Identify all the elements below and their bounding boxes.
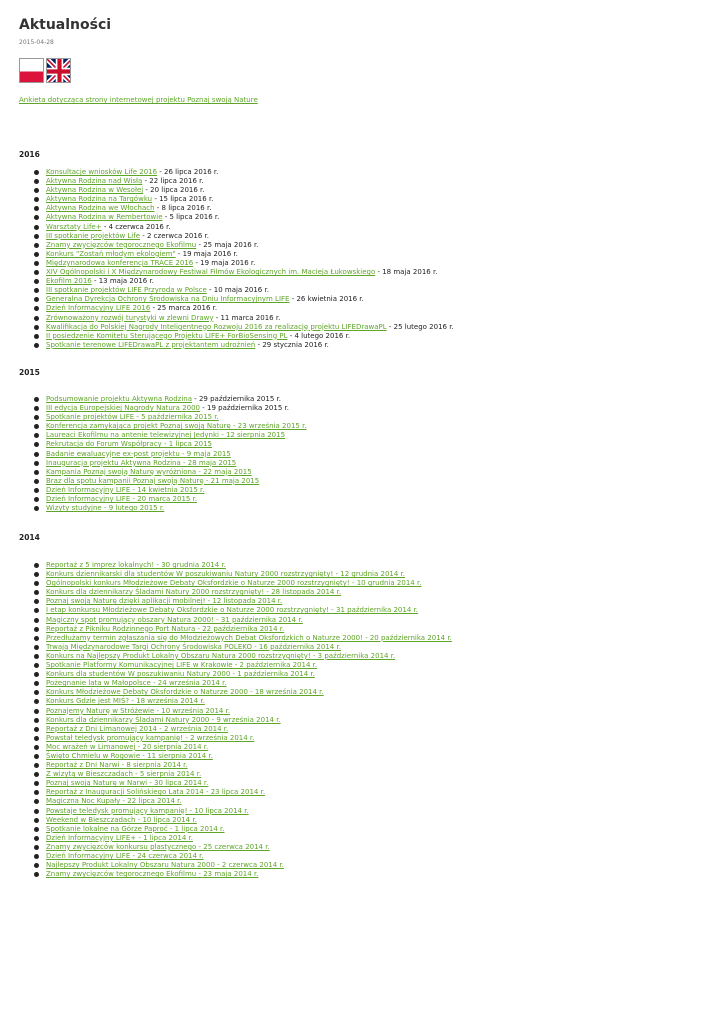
news-item (19, 643, 452, 652)
year-heading-2014: 2014 (19, 533, 40, 542)
news-date: - 15 lipca 2016 r. (152, 195, 214, 204)
news-item (19, 268, 454, 277)
news-date: - 25 marca 2016 r. (150, 304, 218, 313)
news-link[interactable]: Konkurs dziennikarski dla studentów W poszukiwaniu Natury 2000 rozstrzygnięty! - 12 grudnia 2014 r. (46, 570, 406, 579)
news-link[interactable]: Pożegnanie lata w Małopolsce - 24 września 2014 r. (46, 679, 227, 688)
news-link[interactable]: Kampania Poznaj swoją Naturę wyróżniona - 22 maja 2015 (46, 467, 252, 476)
news-item (19, 661, 452, 670)
news-item (19, 625, 452, 634)
news-item (19, 395, 307, 404)
news-item (19, 468, 307, 477)
news-item (19, 788, 452, 797)
news-date: - 8 lipca 2016 r. (154, 204, 212, 213)
survey-link[interactable]: Ankieta dotycząca strony internetowej projektu Poznaj swoją Nature (19, 96, 258, 104)
news-item (19, 843, 452, 852)
news-item (19, 825, 452, 834)
news-item (19, 570, 452, 579)
news-link[interactable]: Aktywna Rodzina w Rembertowie (46, 213, 163, 222)
news-item (19, 314, 454, 323)
news-link[interactable]: Konkurs dla studentów W poszukiwaniu Natury 2000 - 1 października 2014 r. (46, 670, 315, 679)
news-item (19, 304, 454, 313)
news-link[interactable]: Kwalifikacja do Polskiej Nagrody Inteligentnego Rozwoju 2016 za realizację projektu LIFEDrawaPL (46, 322, 387, 331)
news-item (19, 168, 454, 177)
news-link[interactable]: Spotkanie projektów LIFE - 5 października 2015 r. (46, 413, 219, 422)
news-item (19, 486, 307, 495)
news-item (19, 734, 452, 743)
news-item (19, 597, 452, 606)
news-date: - 25 maja 2016 r. (196, 240, 259, 249)
news-link[interactable]: Konsultacje wniosków Life 2016 (46, 168, 158, 176)
news-item (19, 679, 452, 688)
news-link[interactable]: Zrównoważony rozwój turystyki w zlewni Drawy (46, 313, 214, 322)
news-link[interactable]: III edycja Europejskiej Nagrody Natura 2000 (46, 404, 201, 413)
news-item (19, 816, 452, 825)
news-link[interactable]: Generalna Dyrekcja Ochrony Środowiska na Dniu Informacyjnym LIFE (46, 295, 290, 304)
news-item (19, 504, 307, 513)
poland-flag-icon[interactable] (19, 58, 44, 83)
news-link[interactable]: Spotkanie terenowe LIFEDrawaPL z projektantem udrożnień (46, 340, 256, 349)
news-item (19, 404, 307, 413)
news-item (19, 761, 452, 770)
news-item (19, 807, 452, 816)
news-link[interactable]: Magiczny spot promujący obszary Natura 2000! - 31 października 2014 r. (46, 615, 303, 624)
news-date: - 5 lipca 2016 r. (162, 213, 220, 222)
news-date: - 10 maja 2016 r. (206, 286, 269, 295)
news-date: - 2 czerwca 2016 r. (140, 231, 209, 240)
news-date: - 18 maja 2016 r. (375, 268, 438, 277)
news-item (19, 477, 307, 486)
news-item (19, 259, 454, 268)
news-item (19, 223, 454, 232)
news-link[interactable]: Aktywna Rodzina na Targówku (46, 195, 153, 204)
news-link[interactable]: Reportaż z Dni Limanowej 2014 - 2 września 2014 r. (46, 724, 229, 733)
news-item (19, 861, 452, 870)
news-list-2015 (19, 395, 307, 513)
news-item (19, 295, 454, 304)
news-link[interactable]: Międzynarodowa konferencja TRACE 2016 (46, 258, 194, 267)
news-item (19, 634, 452, 643)
news-item (19, 213, 454, 222)
news-item (19, 286, 454, 295)
uk-flag-icon[interactable] (46, 58, 71, 83)
news-link[interactable]: Dzień Informacyjny LIFE - 14 kwietnia 2015 r. (46, 485, 205, 494)
news-link[interactable]: Znamy zwycięzców konkursu plastycznego - 25 czerwca 2014 r. (46, 842, 270, 851)
news-link[interactable]: Aktywna Rodzina we Włochach (46, 204, 155, 213)
news-link[interactable]: Poznaj swoją Naturę dzięki aplikacji mobilnej! - 12 listopada 2014 r. (46, 597, 283, 606)
news-link[interactable]: Laureaci Ekofilmu na antenie telewizyjnej Jedynki - 12 sierpnia 2015 (46, 431, 286, 440)
news-date: - 13 maja 2016 r. (91, 277, 154, 286)
news-item (19, 652, 452, 661)
news-link[interactable]: Powstaje teledysk promujący kampanię! - 10 lipca 2014 r. (46, 806, 249, 815)
news-date: - 11 marca 2016 r. (213, 313, 281, 322)
news-item (19, 195, 454, 204)
news-item (19, 459, 307, 468)
news-link[interactable]: Warsztaty Life+ (46, 222, 102, 231)
news-link[interactable]: Ogólnopolski konkurs Młodzieżowe Debaty Oksfordzkie o Naturze 2000 rozstrzygnięty! - 10 grudnia 2014 r. (46, 579, 422, 588)
news-item (19, 697, 452, 706)
news-date: - 19 października 2015 r. (200, 404, 289, 413)
news-link[interactable]: Rekrutacja do Forum Współpracy - 1 lipca 2015 (46, 440, 212, 449)
news-date: - 26 kwietnia 2016 r. (289, 295, 364, 304)
news-link[interactable]: Ekofilm 2016 (46, 277, 92, 286)
news-item (19, 431, 307, 440)
news-date: - 26 lipca 2016 r. (157, 168, 219, 176)
news-link[interactable]: Konkurs dla dziennikarzy Śladami Natury 2000 rozstrzygnięty! - 28 listopada 2014 r. (46, 588, 342, 597)
year-heading-2015: 2015 (19, 368, 40, 377)
news-item (19, 870, 452, 879)
news-link[interactable]: Konkurs na Najlepszy Produkt Lokalny Obszaru Natura 2000 rozstrzygnięty! - 3 października 2014 r. (46, 651, 396, 660)
news-link[interactable]: Inauguracja projektu Aktywna Rodzina - 28 maja 2015 (46, 458, 237, 467)
news-item (19, 413, 307, 422)
news-link[interactable]: Konkurs dla dziennikarzy Śladami Natury 2000 - 9 września 2014 r. (46, 715, 281, 724)
news-link[interactable]: Znamy zwycięzców tegorocznego Ekofilmu (46, 240, 197, 249)
year-heading-2016: 2016 (19, 150, 40, 159)
news-item (19, 495, 307, 504)
news-link[interactable]: Poznaj swoją Naturę w Narwi - 30 lipca 2014 r. (46, 779, 209, 788)
news-link[interactable]: Powstał teledysk promujący kampanię! - 2 września 2014 r. (46, 733, 255, 742)
news-item (19, 341, 454, 350)
news-link[interactable]: I etap konkursu Młodzieżowe Debaty Oksfordzkie o Naturze 2000 rozstrzygnięty! - 31 października 2014 r. (46, 606, 418, 615)
news-list-2016 (19, 168, 454, 350)
news-item (19, 277, 454, 286)
news-item (19, 752, 452, 761)
news-date: - 4 czerwca 2016 r. (101, 222, 171, 231)
news-item (19, 779, 452, 788)
news-item (19, 797, 452, 806)
news-item (19, 743, 452, 752)
news-item (19, 834, 452, 843)
news-date: - 20 lipca 2016 r. (143, 186, 205, 195)
news-link[interactable]: Spotkanie Platformy Komunikacyjnej LIFE w Krakowie - 2 października 2014 r. (46, 661, 318, 670)
news-item (19, 616, 452, 625)
page-title: Aktualności (19, 17, 112, 33)
news-item (19, 670, 452, 679)
news-date: - 25 lutego 2016 r. (386, 322, 454, 331)
news-item (19, 716, 452, 725)
news-date: - 19 maja 2016 r. (175, 249, 238, 258)
news-item (19, 579, 452, 588)
news-item (19, 725, 452, 734)
news-link[interactable]: Święto Chmielu w Rogowie - 11 sierpnia 2014 r. (46, 751, 213, 760)
news-link[interactable]: Poznajemy Naturę w Stróżewie - 10 września 2014 r. (46, 706, 231, 715)
news-item (19, 241, 454, 250)
news-link[interactable]: Magiczna Noc Kupały - 22 lipca 2014 r. (46, 797, 182, 806)
news-link[interactable]: Z wizytą w Bieszczadach - 5 sierpnia 2014 r. (46, 770, 202, 779)
news-item (19, 332, 454, 341)
news-link[interactable]: Moc wrażeń w Limanowej - 20 sierpnia 2014 r. (46, 742, 209, 751)
news-date: - 29 stycznia 2016 r. (255, 340, 329, 349)
news-link[interactable]: Reportaż z Inauguracji Solińskiego Lata 2014 - 23 lipca 2014 r. (46, 788, 266, 797)
news-link[interactable]: Wizyty studyjne - 9 lutego 2015 r. (46, 504, 165, 513)
news-link[interactable]: Konkurs "Zostań młodym ekologiem" (46, 249, 176, 258)
news-link[interactable]: Reportaż z 5 imprez lokalnych! - 30 grudnia 2014 r. (46, 561, 226, 569)
survey-paragraph (19, 95, 258, 105)
news-link[interactable]: Najlepszy Produkt Lokalny Obszaru Natura 2000 - 2 czerwca 2014 r. (46, 861, 284, 870)
news-date: - 29 października 2015 r. (192, 395, 281, 403)
news-link[interactable]: Trwają Międzynarodowe Targi Ochrony Środowiska POLEKO - 16 października 2014 r. (46, 642, 341, 651)
news-link[interactable]: Braz dla spotu kampanii Poznaj swoją Naturę - 21 maja 2015 (46, 476, 260, 485)
news-link[interactable]: Badanie ewaluacyjne ex-post projektu - 9 maja 2015 (46, 449, 231, 458)
news-link[interactable]: Konkurs Gdzie jest MIŚ? - 18 września 2014 r. (46, 697, 205, 706)
news-link[interactable]: Przedłużamy termin zgłaszania się do Młodzieżowych Debat Oksfordzkich o Naturze 2000! - 20 października 2014 r. (46, 633, 452, 642)
news-link[interactable]: Weekend w Bieszczadach - 10 lipca 2014 r. (46, 815, 197, 824)
news-link[interactable]: Konkurs Młodzieżowe Debaty Oksfordzkie o Naturze 2000 - 18 września 2014 r. (46, 688, 324, 697)
news-link[interactable]: III spotkanie projektów LIFE Przyroda w Polsce (46, 286, 207, 295)
news-item (19, 588, 452, 597)
news-link[interactable]: Spotkanie lokalne na Górze Paproć - 1 lipca 2014 r. (46, 824, 225, 833)
news-item (19, 422, 307, 431)
news-item (19, 232, 454, 241)
news-link[interactable]: XIV Ogólnopolski i X Międzynarodowy Festiwal Filmów Ekologicznych im. Macieja Łukowskiego (46, 268, 376, 277)
news-item (19, 440, 307, 449)
news-link[interactable]: Reportaż z Pikniku Rodzinnego Port Natura - 22 października 2014 r. (46, 624, 285, 633)
news-link[interactable]: Znamy zwycięzców tegorocznego Ekofilmu - 23 maja 2014 r. (46, 870, 259, 879)
news-date: - 22 lipca 2016 r. (142, 177, 204, 186)
publish-date: 2015-04-28 (19, 39, 54, 46)
news-item (19, 707, 452, 716)
news-item (19, 177, 454, 186)
news-link[interactable]: Reportaż z Dni Narwi - 8 sierpnia 2014 r. (46, 761, 188, 770)
news-link[interactable]: Dzień Informacyjny LIFE - 24 czerwca 2014 r. (46, 852, 204, 860)
news-item (19, 561, 452, 570)
news-item (19, 852, 452, 861)
news-link[interactable]: III spotkanie projektów Life (46, 231, 141, 240)
news-item (19, 323, 454, 332)
news-link[interactable]: II posiedzenie Komitetu Sterującego Projektu LIFE+ ForBioSensing PL (46, 331, 288, 340)
news-link[interactable]: Dzień Informacyjny LIFE 2016 (46, 304, 151, 313)
language-switcher (19, 58, 709, 83)
news-link[interactable]: Aktywna Rodzina nad Wisłą (46, 177, 143, 186)
news-link[interactable]: Konferencja zamykająca projekt Poznaj swoją Naturę - 23 września 2015 r. (46, 422, 307, 431)
news-date: - 19 maja 2016 r. (193, 258, 256, 267)
news-item (19, 186, 454, 195)
news-link[interactable]: Dzień Informacyjny LIFE+ - 1 lipca 2014 r. (46, 833, 193, 842)
news-link[interactable]: Podsumowanie projektu Aktywna Rodzina (46, 395, 192, 403)
news-date: - 4 lutego 2016 r. (287, 331, 351, 340)
news-item (19, 770, 452, 779)
news-link[interactable]: Dzień Informacyjny LIFE - 20 marca 2015 r. (46, 495, 198, 504)
news-list-2014 (19, 561, 452, 879)
news-page (19, 14, 709, 879)
news-item (19, 250, 454, 259)
news-link[interactable]: Aktywna Rodzina w Wesołej (46, 186, 144, 195)
news-item (19, 606, 452, 615)
news-item (19, 204, 454, 213)
news-item (19, 450, 307, 459)
